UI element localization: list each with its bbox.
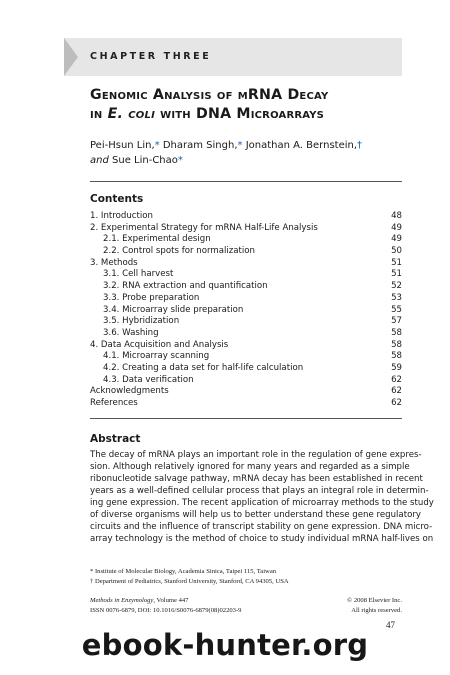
chapter-label: CHAPTER THREE	[90, 51, 212, 62]
authors-line-1: Pei-Hsun Lin,* Dharam Singh,* Jonathan A. Bernstein,†	[90, 140, 363, 151]
toc-entry[interactable]	[90, 211, 402, 223]
toc-entry-label: 3.3. Probe preparation	[103, 292, 200, 303]
title-organism: E. coli	[107, 106, 155, 122]
toc-entry-page: 48	[391, 211, 402, 221]
toc-entry-label: 3.1. Cell harvest	[103, 269, 174, 280]
toc-entry[interactable]	[90, 351, 402, 363]
abstract-line: circuits and the influence of transcript stability on gene expression. DNA micro-	[90, 522, 433, 533]
toc-entry-label: 3.6. Washing	[103, 327, 159, 338]
toc-entry-label: 1. Introduction	[90, 211, 153, 221]
journal-citation: Methods in Enzymology, Volume 447	[90, 597, 189, 604]
toc-entry[interactable]	[90, 305, 402, 317]
toc-entry[interactable]	[90, 223, 402, 235]
affiliation-link[interactable]: *	[154, 140, 160, 151]
toc-entry-page: 62	[391, 386, 402, 397]
toc-entry-page: 55	[391, 304, 402, 315]
toc-entry[interactable]	[90, 340, 402, 352]
authors-line-2: and Sue Lin-Chao*	[90, 155, 183, 166]
toc-entry[interactable]	[90, 269, 402, 281]
toc-entry-page: 49	[391, 234, 402, 245]
toc-entry[interactable]	[90, 234, 402, 246]
footnotes	[90, 567, 402, 586]
authors	[90, 138, 410, 168]
title-line-2: in E. coli with DNA Microarrays	[90, 106, 325, 122]
toc-entry[interactable]	[90, 386, 402, 398]
toc-entry-label: References	[90, 398, 138, 408]
toc-entry-label: 3. Methods	[90, 257, 138, 268]
affiliation-link[interactable]: *	[177, 155, 183, 166]
toc-entry-label: 3.5. Hybridization	[103, 316, 180, 327]
journal-row-1	[90, 596, 402, 606]
affiliation-link[interactable]: *	[237, 140, 243, 151]
toc-entry-page: 57	[391, 316, 402, 327]
abstract-heading: Abstract	[90, 433, 141, 445]
issn-doi: ISSN 0076-6879, DOI: 10.1016/S0076-6879(08)02203-9	[90, 606, 242, 614]
toc-entry[interactable]	[90, 246, 402, 258]
toc-entry-label: 4.2. Creating a data set for half-life calculation	[103, 362, 304, 373]
toc-entry-page: 51	[391, 257, 402, 268]
toc-entry-page: 58	[391, 339, 402, 350]
toc-entry-page: 58	[391, 351, 402, 362]
contents-heading: Contents	[90, 193, 144, 205]
toc-entry[interactable]	[90, 281, 402, 293]
journal-info	[90, 596, 402, 615]
divider	[90, 418, 402, 419]
toc-entry-label: 4.3. Data verification	[103, 374, 194, 385]
abstract-line: ribonucleotide salvage pathway, mRNA decay has been established in recent	[90, 474, 423, 485]
toc-entry-label: 2.2. Control spots for normalization	[103, 246, 255, 257]
toc-entry[interactable]	[90, 328, 402, 340]
toc-entry[interactable]	[90, 316, 402, 328]
footnote-1: * Institute of Molecular Biology, Academia Sinica, Taipei 115, Taiwan	[90, 568, 277, 575]
toc-entry-label: 2. Experimental Strategy for mRNA Half-Life Analysis	[90, 222, 318, 233]
toc-entry-label: 3.2. RNA extraction and quantification	[103, 281, 268, 292]
toc-entry-page: 49	[391, 222, 402, 233]
watermark: ebook-hunter.org	[81, 628, 369, 662]
abstract-line: The decay of mRNA plays an important role in the regulation of gene expres-	[90, 450, 422, 460]
abstract-line: ing gene expression. The recent application of microarray methods to the study	[90, 498, 434, 509]
abstract-line: array technology is the method of choice to study individual mRNA half-lives on	[90, 534, 434, 545]
toc-entry-page: 58	[391, 327, 402, 338]
rights: All rights reserved.	[351, 606, 402, 614]
toc-entry-label: 4.1. Microarray scanning	[103, 351, 210, 362]
abstract-line: sion. Although relatively ignored for many years and regarded as a simple	[90, 462, 410, 473]
toc-entry-page: 53	[391, 292, 402, 303]
copyright: © 2008 Elsevier Inc.	[347, 597, 402, 604]
toc-entry-page: 51	[391, 269, 402, 280]
toc-entry-page: 52	[391, 281, 402, 292]
toc-entry-label: 3.4. Microarray slide preparation	[103, 304, 244, 315]
toc-entry[interactable]	[90, 375, 402, 387]
toc-entry-label: 4. Data Acquisition and Analysis	[90, 339, 229, 350]
toc-entry[interactable]	[90, 398, 402, 410]
abstract-line: years as a well-defined cellular process that plays an integral role in determin-	[90, 486, 429, 497]
affiliation-link[interactable]: †	[357, 140, 363, 151]
abstract-line: of diverse organisms will help us to better understand these gene regulatory	[90, 510, 421, 521]
toc-entry[interactable]	[90, 293, 402, 305]
table-of-contents	[90, 211, 402, 410]
toc-entry-page: 50	[391, 246, 402, 257]
chapter-title	[90, 86, 410, 124]
toc-entry[interactable]	[90, 258, 402, 270]
divider	[90, 181, 402, 182]
toc-entry-page: 62	[391, 374, 402, 385]
toc-entry-label: Acknowledgments	[90, 386, 169, 397]
title-line-1: Genomic Analysis of mRNA Decay	[90, 87, 329, 103]
page-number: 47	[386, 620, 395, 630]
toc-entry-page: 59	[391, 362, 402, 373]
toc-entry[interactable]	[90, 363, 402, 375]
abstract-text	[90, 449, 434, 545]
footnote-2: † Department of Pediatrics, Stanford University, Stanford, CA 94305, USA	[90, 577, 289, 585]
toc-entry-page: 62	[391, 398, 402, 408]
journal-row-2	[90, 606, 402, 616]
toc-entry-label: 2.1. Experimental design	[103, 234, 211, 245]
